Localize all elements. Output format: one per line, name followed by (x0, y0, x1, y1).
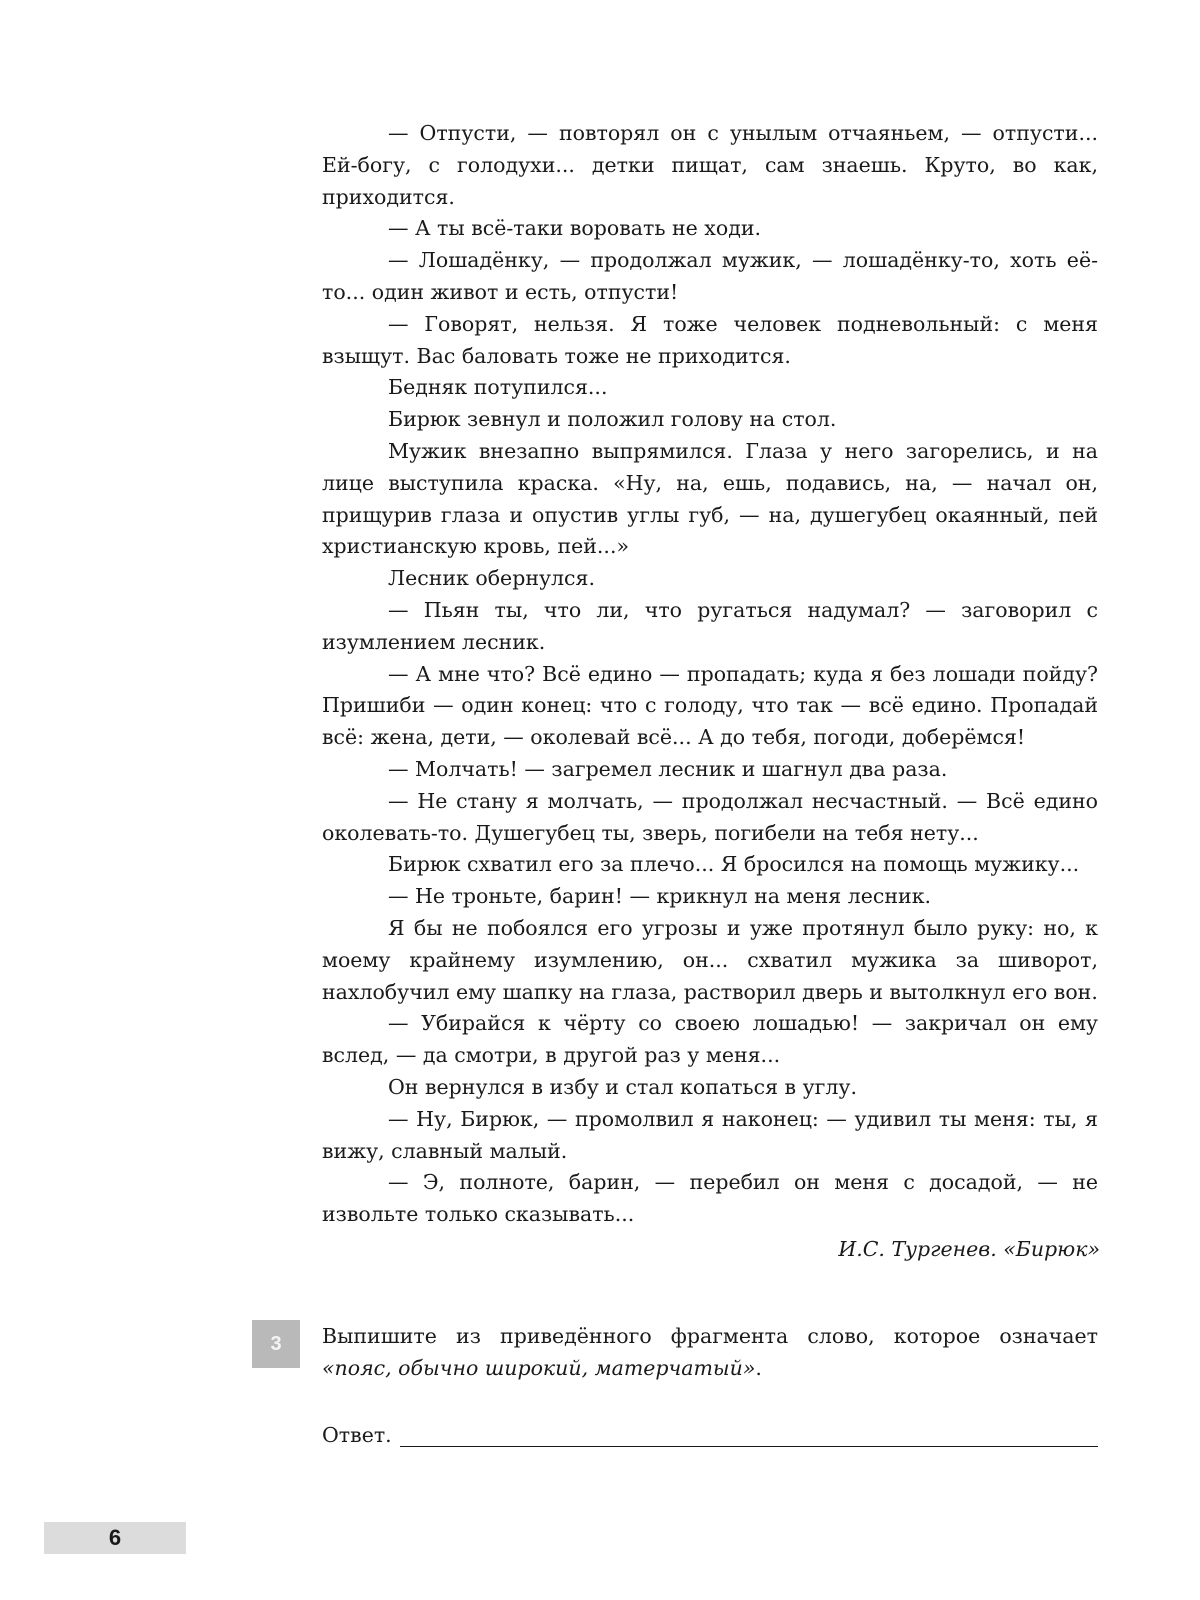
passage-paragraph: Бирюк схватил его за плечо... Я бросился на помощь мужику... (388, 852, 1080, 877)
passage-paragraph: — Убирайся к чёрту со своею лошадью! — закричал он ему вслед, — да смотри, в другой раз у меня... (322, 1011, 1098, 1068)
passage-paragraph: — Не троньте, барин! — крикнул на меня лесник. (388, 884, 932, 909)
passage-paragraph: — Молчать! — загремел лесник и шагнул два раза. (388, 756, 948, 781)
passage-paragraph: Бирюк зевнул и положил голову на стол. (388, 407, 837, 432)
task-definition: «пояс, обычно широкий, матерчатый» (322, 1356, 756, 1380)
passage-paragraph: — Говорят, нельзя. Я тоже человек подневольный: с меня взыщут. Вас баловать тоже не приходится. (322, 311, 1098, 368)
task-prompt (322, 1320, 1098, 1384)
passage-paragraph: — А ты всё-таки воровать не ходи. (388, 216, 762, 241)
page-number: 6 (44, 1522, 186, 1554)
task-prompt-end: . (755, 1356, 762, 1380)
passage-paragraph: — Отпусти, — повторял он с унылым отчаяньем, — отпусти... Ей-богу, с голодухи... детки пищат, сам знаешь. Круто, во как, приходится. (322, 121, 1098, 209)
passage-paragraph: Мужик внезапно выпрямился. Глаза у него загорелись, и на лице выступила краска. «Ну, на, ешь, подавись, на, — начал он, прищурив глаза и опустив углы губ, — на, душегубец окаянный, пей христианскую кровь, пей...» (322, 438, 1098, 559)
passage-paragraph: — Ну, Бирюк, — промолвил я наконец: — удивил ты меня: ты, я вижу, славный малый. (322, 1106, 1098, 1163)
task-prompt-text: Выпишите из приведённого фрагмента слово, которое означает (322, 1324, 1098, 1348)
answer-field[interactable] (400, 1424, 1098, 1447)
task-number-badge: 3 (252, 1320, 300, 1368)
passage-paragraph: Он вернулся в избу и стал копаться в углу. (388, 1074, 857, 1099)
passage-paragraph: — Лошадёнку, — продолжал мужик, — лошадёнку-то, хоть её-то... один живот и есть, отпусти! (322, 248, 1098, 304)
passage-text (322, 118, 1098, 1231)
passage-paragraph: — Пьян ты, что ли, что ругаться надумал? — заговорил с изумлением лесник. (322, 597, 1098, 654)
passage-paragraph: Лесник обернулся. (388, 566, 595, 591)
passage-paragraph: Бедняк потупился... (388, 375, 608, 400)
passage-paragraph: Я бы не побоялся его угрозы и уже протянул было руку: но, к моему крайнему изумлению, он... схватил мужика за шиворот, нахлобучил ему шапку на глаза, растворил дверь и вытолкнул его вон. (322, 915, 1098, 1004)
passage-paragraph: — А мне что? Всё едино — пропадать; куда я без лошади пойду? Пришиби — один конец: что с голоду, что так — всё едино. Пропадай всё: жена, дети, — околевай всё... А до тебя, погоди, доберёмся! (322, 661, 1098, 750)
answer-row (322, 1423, 1098, 1447)
source-attribution: И.С. Тургенев. «Бирюк» (838, 1237, 1100, 1261)
passage-paragraph: — Не стану я молчать, — продолжал несчастный. — Всё едино околевать-то. Душегубец ты, зверь, погибели на тебя нету... (322, 788, 1098, 845)
passage-paragraph: — Э, полноте, барин, — перебил он меня с досадой, — не извольте только сказывать... (322, 1170, 1098, 1227)
answer-label: Ответ. (322, 1423, 392, 1447)
